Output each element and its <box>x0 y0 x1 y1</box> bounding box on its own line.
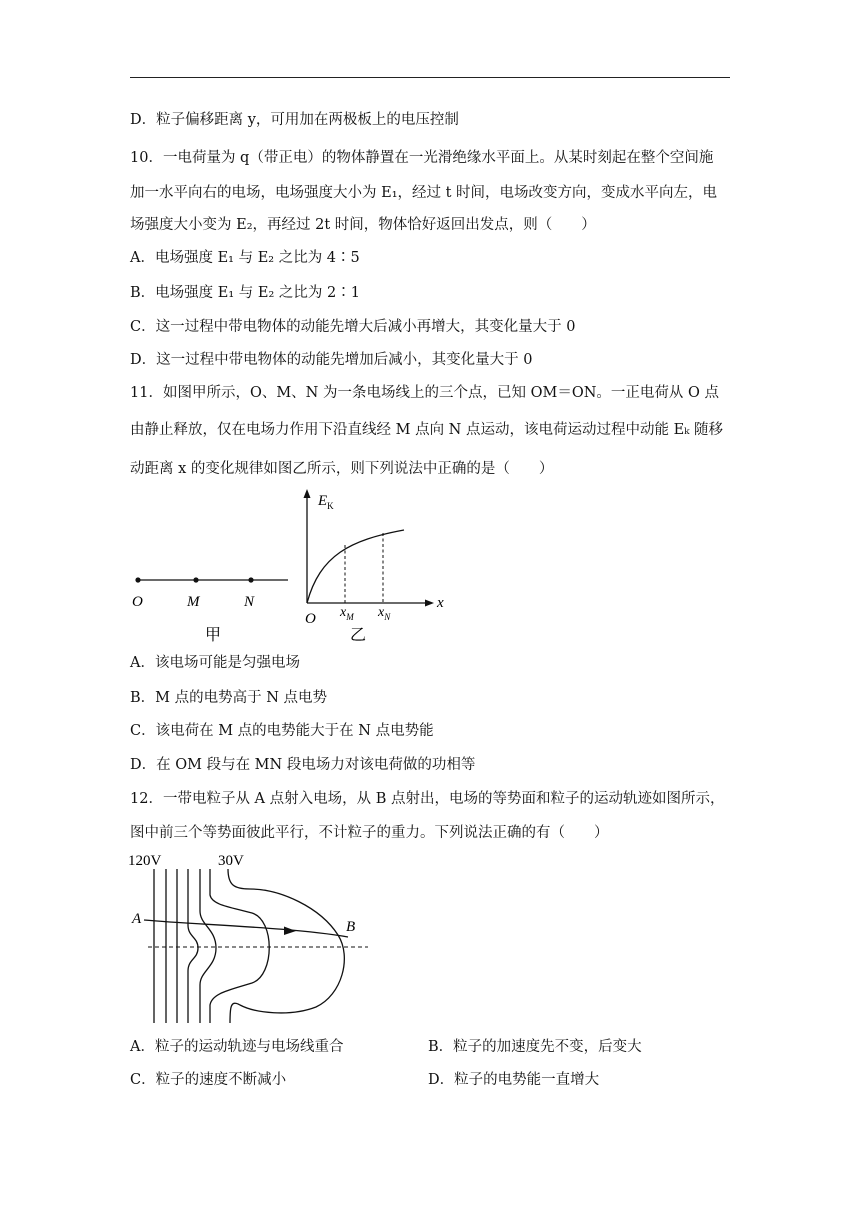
q11-option-d: D．在 OM 段与在 MN 段电场力对该电荷做的功相等 <box>130 757 476 773</box>
q10-option-b: B．电场强度 E₁ 与 E₂ 之比为 2∶1 <box>130 285 360 301</box>
label-120v: 120V <box>128 853 162 869</box>
q10-option-a: A．电场强度 E₁ 与 E₂ 之比为 4∶5 <box>130 250 360 266</box>
q10-option-c: C．这一过程中带电物体的动能先增大后减小再增大，其变化量大于 0 <box>130 319 576 335</box>
trajectory-arrow <box>284 927 296 936</box>
figure-q12 <box>120 845 380 1025</box>
q11-stem-line-1: 11．如图甲所示，O、M、N 为一条电场线上的三个点，已知 OM＝ON。一正电荷从 O 点 <box>130 385 720 401</box>
label-b: B <box>346 919 356 935</box>
label-m: M <box>187 594 200 610</box>
equipotential-7 <box>228 869 344 1023</box>
particle-trajectory <box>144 920 348 937</box>
label-xm: $x_M$ <box>340 605 354 622</box>
header-rule <box>130 77 730 78</box>
label-o: O <box>132 594 143 610</box>
equipotential-6 <box>210 869 269 1023</box>
label-a: A <box>132 911 142 927</box>
caption-yi: 乙 <box>350 627 367 644</box>
q12-option-c: C．粒子的速度不断减小 <box>130 1072 287 1088</box>
label-n: N <box>244 594 255 610</box>
q12-option-b: B．粒子的加速度先不变，后变大 <box>428 1039 642 1055</box>
label-x: x <box>437 595 444 611</box>
figure-yi <box>290 485 460 645</box>
q12-option-a: A．粒子的运动轨迹与电场线重合 <box>130 1039 344 1055</box>
equipotential-5 <box>200 869 216 1023</box>
y-axis-arrow <box>304 489 311 498</box>
label-xn: $x_N$ <box>378 605 391 622</box>
q11-option-b: B．M 点的电势高于 N 点电势 <box>130 690 328 706</box>
ek-curve <box>307 530 404 603</box>
q10-stem-line-3: 场强度大小变为 E₂，再经过 2t 时间，物体恰好返回出发点，则（ ） <box>130 217 596 233</box>
q10-stem-line-1: 10．一电荷量为 q（带正电）的物体静置在一光滑绝缘水平面上。从某时刻起在整个空间施 <box>130 150 714 166</box>
figure-jia <box>120 485 295 645</box>
q12-option-d: D．粒子的电势能一直增大 <box>428 1072 600 1088</box>
q11-stem-line-3: 动距离 x 的变化规律如图乙所示，则下列说法中正确的是（ ） <box>130 461 554 477</box>
q11-option-a: A．该电场可能是匀强电场 <box>130 655 300 671</box>
label-origin: O <box>305 611 316 627</box>
q11-stem-line-2: 由静止释放，仅在电场力作用下沿直线经 M 点向 N 点运动，该电荷运动过程中动能 Eₖ 随移 <box>130 422 724 438</box>
point-o <box>135 577 140 582</box>
label-30v: 30V <box>218 853 244 869</box>
q9-option-d: D．粒子偏移距离 y，可用加在两极板上的电压控制 <box>130 112 459 128</box>
point-n <box>248 577 253 582</box>
label-ek: $E_K$ <box>318 493 334 511</box>
q12-stem-line-2: 图中前三个等势面彼此平行，不计粒子的重力。下列说法正确的有（ ） <box>130 825 609 841</box>
caption-jia: 甲 <box>205 627 222 644</box>
q11-option-c: C．该电荷在 M 点的电势能大于在 N 点电势能 <box>130 723 434 739</box>
q12-stem-line-1: 12．一带电粒子从 A 点射入电场，从 B 点射出，电场的等势面和粒子的运动轨迹如图所示， <box>130 791 725 807</box>
point-m <box>193 577 198 582</box>
x-axis-arrow <box>425 600 434 607</box>
equipotential-4 <box>188 869 198 1023</box>
q10-stem-line-2: 加一水平向右的电场，电场强度大小为 E₁，经过 t 时间，电场改变方向，变成水平向左，电 <box>130 185 718 201</box>
q10-option-d: D．这一过程中带电物体的动能先增加后减小，其变化量大于 0 <box>130 352 533 368</box>
